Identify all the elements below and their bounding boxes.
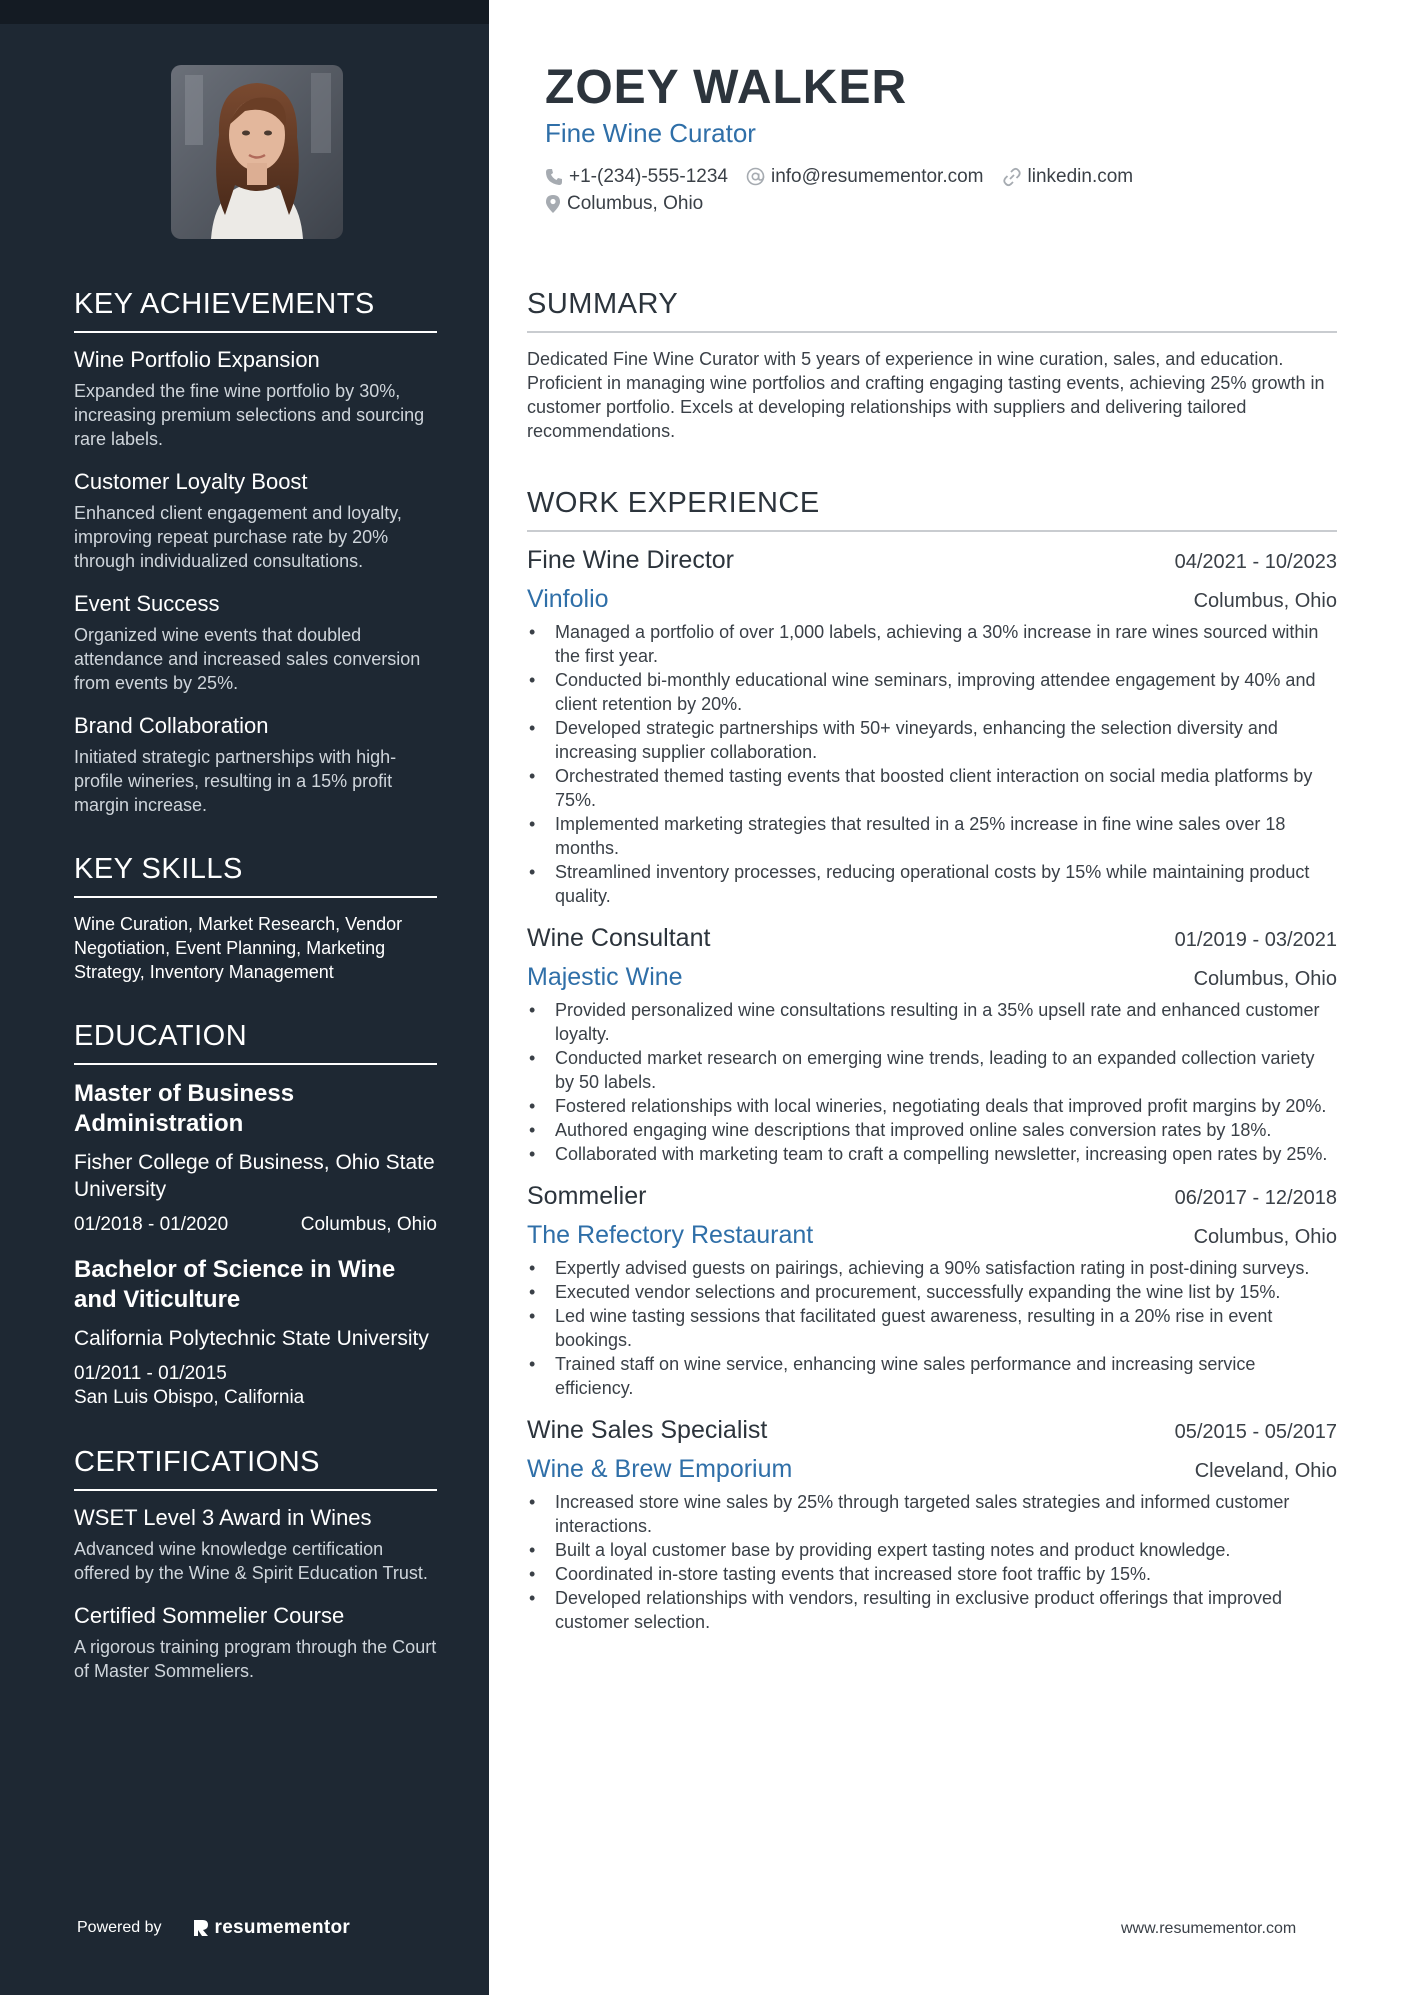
bullet-item: • Managed a portfolio of over 1,000 labels, achieving a 30% increase in rare wines sourced within the first year. [527, 620, 1337, 668]
section-heading: CERTIFICATIONS [74, 1446, 437, 1491]
sidebar-top-bar [0, 0, 489, 24]
achievement-title: Customer Loyalty Boost [74, 469, 308, 494]
bullet-item: • Orchestrated themed tasting events that boosted client interaction on social media platforms by 75%. [527, 764, 1337, 812]
job-location: Columbus, Ohio [1193, 590, 1337, 612]
certifications-section [74, 1446, 437, 1683]
job-title: Wine Sales Specialist [527, 1416, 768, 1444]
achievement-title: Wine Portfolio Expansion [74, 347, 320, 372]
job-header [527, 1182, 1337, 1211]
achievement-desc: Enhanced client engagement and loyalty, improving repeat purchase rate by 20% through individualized consultations. [74, 503, 402, 571]
contact-linkedin[interactable] [1002, 166, 1134, 188]
job-subheader [527, 963, 1337, 992]
job-entry [527, 1182, 1337, 1400]
bullet-item: • Developed strategic partnerships with 50+ vineyards, enhancing the selection diversity and increasing supplier collaboration. [527, 716, 1337, 764]
education-school: California Polytechnic State University [74, 1327, 429, 1350]
achievement-desc: Expanded the fine wine portfolio by 30%, increasing premium selections and sourcing rare labels. [74, 381, 425, 449]
job-entry [527, 1416, 1337, 1634]
brand-logo[interactable] [192, 1917, 351, 1939]
bullet-item: • Led wine tasting sessions that facilitated guest awareness, resulting in a 20% rise in event bookings. [527, 1304, 1337, 1352]
summary-section [527, 288, 1337, 443]
skills-text: Wine Curation, Market Research, Vendor Negotiation, Event Planning, Marketing Strategy, Inventory Management [74, 914, 403, 982]
education-location: Columbus, Ohio [300, 1214, 437, 1235]
achievement-desc: Organized wine events that doubled attendance and increased sales conversion from events by 25%. [74, 625, 421, 693]
education-dates: 01/2011 - 01/2015 [74, 1363, 227, 1384]
phone-text: +1-(234)-555-1234 [569, 165, 728, 187]
job-title: Sommelier [527, 1182, 647, 1210]
job-bullets [527, 1256, 1337, 1400]
link-icon [1002, 167, 1022, 187]
bullet-item: • Conducted market research on emerging wine trends, leading to an expanded collection variety by 50 labels. [527, 1046, 1337, 1094]
achievement-item [74, 347, 437, 451]
contact-info [545, 163, 1151, 217]
contact-row [545, 190, 1151, 217]
education-item [74, 1255, 437, 1410]
certification-item [74, 1505, 437, 1585]
job-header [527, 924, 1337, 953]
education-meta [74, 1213, 437, 1237]
bullet-item: • Collaborated with marketing team to craft a compelling newsletter, increasing open rates by 25%. [527, 1142, 1337, 1166]
candidate-role: Fine Wine Curator [545, 118, 756, 148]
job-bullets [527, 998, 1337, 1166]
work-experience-section [527, 487, 1337, 1634]
candidate-name: ZOEY WALKER [545, 61, 908, 114]
education-item [74, 1079, 437, 1237]
at-sign-icon [746, 167, 765, 186]
job-location: Columbus, Ohio [1193, 1226, 1337, 1248]
education-degree: Master of Business Administration [74, 1080, 295, 1137]
job-dates: 01/2019 - 03/2021 [1174, 929, 1337, 951]
location-pin-icon [545, 194, 561, 214]
contact-row [545, 163, 1151, 190]
certification-desc: A rigorous training program through the Court of Master Sommeliers. [74, 1637, 437, 1681]
resume-header [545, 60, 1151, 217]
education-school: Fisher College of Business, Ohio State University [74, 1151, 435, 1201]
job-title: Fine Wine Director [527, 546, 734, 574]
email-text: info@resumementor.com [770, 165, 984, 187]
achievement-item [74, 469, 437, 573]
bullet-item: • Developed relationships with vendors, resulting in exclusive product offerings that improved customer selection. [527, 1586, 1337, 1634]
bullet-item: • Authored engaging wine descriptions that improved online sales conversion rates by 18%. [527, 1118, 1337, 1142]
certification-desc: Advanced wine knowledge certification offered by the Wine & Spirit Education Trust. [74, 1539, 428, 1583]
powered-by [77, 1917, 350, 1939]
section-heading: SUMMARY [527, 288, 1337, 333]
job-location: Cleveland, Ohio [1194, 1460, 1337, 1482]
education-dates: 01/2018 - 01/2020 [74, 1214, 229, 1235]
job-title: Wine Consultant [527, 924, 711, 952]
achievement-desc: Initiated strategic partnerships with high-profile wineries, resulting in a 15% profit margin increase. [74, 747, 397, 815]
bullet-item: • Implemented marketing strategies that resulted in a 25% increase in fine wine sales over 18 months. [527, 812, 1337, 860]
job-entry [527, 924, 1337, 1166]
sidebar-content [74, 288, 437, 1719]
contact-email[interactable] [746, 166, 984, 188]
portrait-image [171, 65, 343, 239]
bullet-item: • Conducted bi-monthly educational wine seminars, improving attendee engagement by 40% and client retention by 20%. [527, 668, 1337, 716]
education-degree: Bachelor of Science in Wine and Viticulture [74, 1256, 396, 1313]
contact-location [545, 193, 703, 215]
job-company: The Refectory Restaurant [527, 1221, 814, 1249]
job-company: Vinfolio [527, 585, 609, 613]
job-subheader [527, 1455, 1337, 1484]
bullet-item: • Trained staff on wine service, enhancing wine sales performance and increasing service efficiency. [527, 1352, 1337, 1400]
job-header [527, 1416, 1337, 1445]
education-section [74, 1020, 437, 1410]
achievement-title: Brand Collaboration [74, 713, 269, 738]
bullet-item: • Built a loyal customer base by providing expert tasting notes and product knowledge. [527, 1538, 1337, 1562]
section-heading: EDUCATION [74, 1020, 437, 1065]
achievement-item [74, 713, 437, 817]
footer-url[interactable]: www.resumementor.com [1121, 1920, 1297, 1937]
education-location: San Luis Obispo, California [74, 1387, 305, 1408]
job-location: Columbus, Ohio [1193, 968, 1337, 990]
certification-item [74, 1603, 437, 1683]
section-heading: WORK EXPERIENCE [527, 487, 1337, 532]
main-sections [527, 288, 1337, 1650]
job-subheader [527, 585, 1337, 614]
job-company: Majestic Wine [527, 963, 683, 991]
education-meta [74, 1362, 437, 1410]
contact-phone[interactable] [545, 166, 728, 188]
bullet-item: • Executed vendor selections and procurement, successfully expanding the wine list by 15%. [527, 1280, 1337, 1304]
sidebar [0, 0, 489, 1995]
certification-title: WSET Level 3 Award in Wines [74, 1505, 372, 1530]
job-dates: 04/2021 - 10/2023 [1174, 551, 1337, 573]
job-header [527, 546, 1337, 575]
section-heading: KEY SKILLS [74, 853, 437, 898]
linkedin-text: linkedin.com [1027, 165, 1134, 187]
job-dates: 05/2015 - 05/2017 [1174, 1421, 1337, 1443]
job-subheader [527, 1221, 1337, 1250]
job-entry [527, 546, 1337, 908]
job-dates: 06/2017 - 12/2018 [1174, 1187, 1337, 1209]
achievement-item [74, 591, 437, 695]
bullet-item: • Coordinated in-store tasting events that increased store foot traffic by 15%. [527, 1562, 1337, 1586]
summary-text: Dedicated Fine Wine Curator with 5 years of experience in wine curation, sales, and education. Proficient in managing wine portfolios and crafting engaging tasting events, achieving 25% growth in customer portfolio. Excels at developing relationships with suppliers and delivering tailored recommendations. [527, 349, 1325, 441]
certification-title: Certified Sommelier Course [74, 1603, 345, 1628]
location-text: Columbus, Ohio [567, 192, 704, 214]
resumementor-logo-icon [192, 1918, 210, 1938]
bullet-item: • Expertly advised guests on pairings, achieving a 90% satisfaction rating in post-dining surveys. [527, 1256, 1337, 1280]
key-skills-section [74, 853, 437, 984]
section-heading: KEY ACHIEVEMENTS [74, 288, 437, 333]
job-bullets [527, 620, 1337, 908]
bullet-item: • Provided personalized wine consultations resulting in a 35% upsell rate and enhanced customer loyalty. [527, 998, 1337, 1046]
brand-name: resumementor [214, 1917, 351, 1938]
profile-photo [171, 65, 343, 239]
job-bullets [527, 1490, 1337, 1634]
bullet-item: • Increased store wine sales by 25% through targeted sales strategies and informed customer interactions. [527, 1490, 1337, 1538]
powered-by-label: Powered by [77, 1919, 162, 1936]
achievement-title: Event Success [74, 591, 220, 616]
phone-icon [545, 168, 563, 186]
bullet-item: • Fostered relationships with local wineries, negotiating deals that improved profit margins by 20%. [527, 1094, 1337, 1118]
bullet-item: • Streamlined inventory processes, reducing operational costs by 15% while maintaining product quality. [527, 860, 1337, 908]
key-achievements-section [74, 288, 437, 817]
job-company: Wine & Brew Emporium [527, 1455, 793, 1483]
